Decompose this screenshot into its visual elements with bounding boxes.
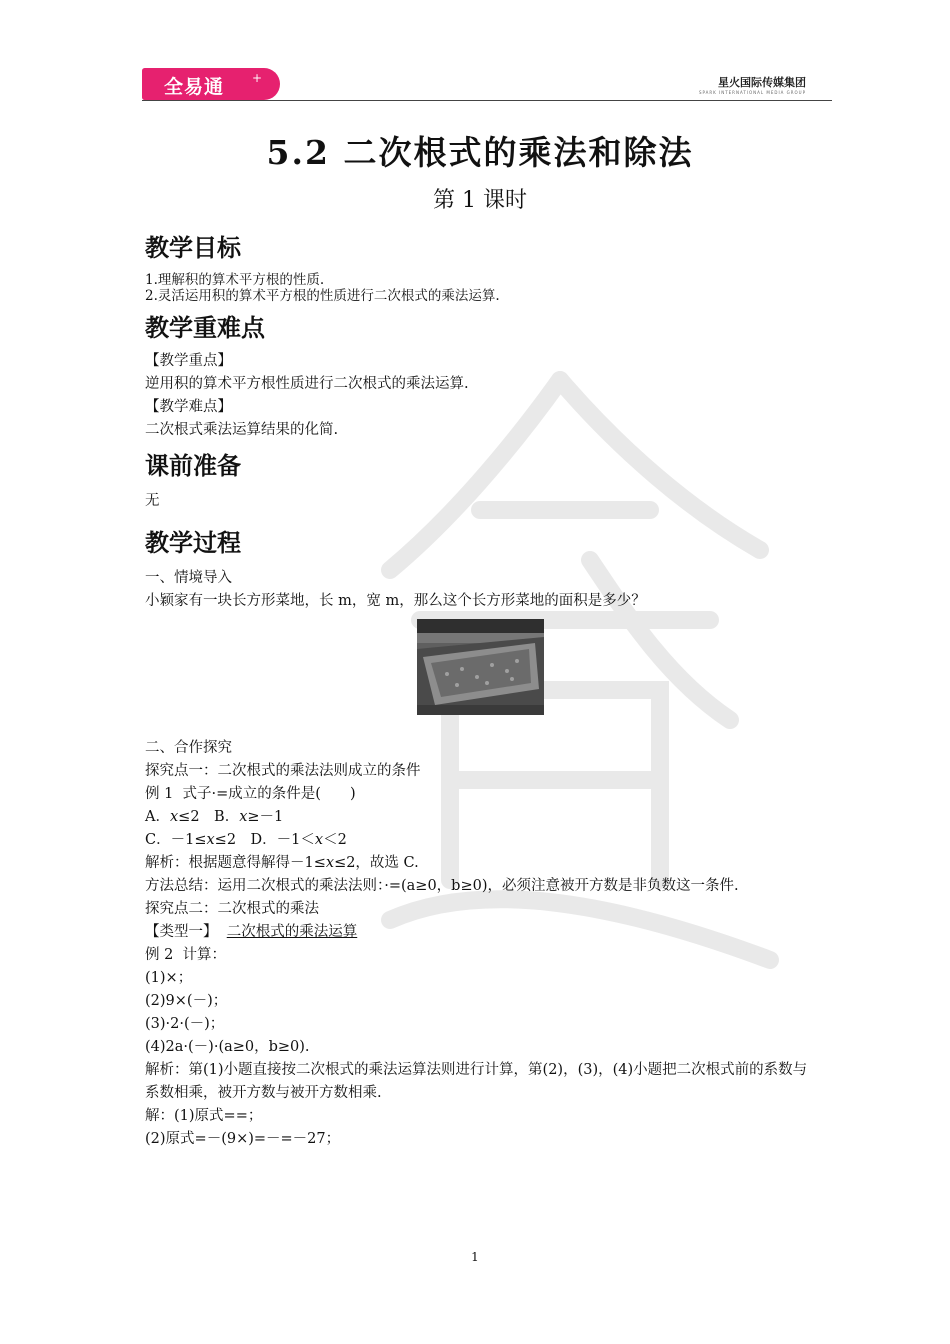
math-var-x: x: [314, 832, 324, 848]
part1-title: 一、情境导入: [145, 570, 232, 586]
calc-item: (4)2a·(－)·(a≥0，b≥0).: [145, 1039, 310, 1055]
part1-text: 小颖家有一块长方形菜地，长 m，宽 m，那么这个长方形菜地的面积是多少？: [145, 593, 646, 609]
publisher-name: 星火国际传媒集团: [718, 76, 806, 89]
math-var-x: x: [239, 809, 248, 825]
explore-point-1: 探究点一：二次根式的乘法法则成立的条件: [145, 763, 421, 779]
prep-text: 无: [145, 493, 160, 509]
math-var-x: x: [325, 855, 335, 871]
page-header: [142, 68, 832, 102]
calc-item: (1)×；: [145, 970, 193, 986]
focus-text: 逆用积的算术平方根性质进行二次根式的乘法运算.: [145, 376, 469, 392]
difficulty-text: 二次根式乘法运算结果的化简.: [145, 422, 339, 438]
analysis-1-prefix: 解析：根据题意得解得－1≤: [145, 855, 326, 871]
lesson-title: 5.2 二次根式的乘法和除法: [266, 133, 694, 172]
option-mid: ≤2 B．: [178, 809, 240, 825]
solution-1: 解：(1)原式==；: [145, 1108, 263, 1124]
goal-item: 2.灵活运用积的算术平方根的性质进行二次根式的乘法运算.: [145, 288, 500, 304]
example-1: 例 1 式子·=成立的条件是( ): [145, 786, 356, 802]
header-divider: [142, 100, 832, 101]
prep-heading: 课前准备: [145, 452, 241, 480]
page-number: 1: [471, 1250, 479, 1264]
example-2: 例 2 计算：: [145, 947, 227, 963]
publisher-brand: [699, 74, 806, 95]
key-points-heading: 教学重难点: [145, 314, 265, 342]
math-var-x: x: [169, 809, 179, 825]
goals-heading: 教学目标: [145, 234, 241, 262]
brand-logo: [142, 68, 280, 100]
analysis-1: [145, 852, 815, 875]
solution-2: (2)原式=－(9×)=－=－27；: [145, 1131, 341, 1147]
option-a-prefix: A．: [145, 809, 170, 825]
difficulty-label: 【教学难点】: [145, 399, 232, 415]
analysis-2: 解析：第(1)小题直接按二次根式的乘法运算法则进行计算，第(2)，(3)，(4)小题把二次根式前的系数与系数相乘，被开方数与被开方数相乘.: [145, 1062, 808, 1101]
type-1-title: 二次根式的乘法运算: [226, 924, 358, 940]
option-b-suffix: ≥－1: [247, 809, 284, 825]
calc-item: (3)·2·(－)；: [145, 1016, 225, 1032]
document-body: [145, 130, 815, 1151]
option-mid: ≤2 D．－1＜: [214, 832, 315, 848]
figure: [145, 619, 815, 715]
logo-star-icon: +: [252, 71, 263, 85]
options-cd: [145, 829, 815, 852]
process-heading: 教学过程: [145, 529, 241, 557]
part2-title: 二、合作探究: [145, 740, 232, 756]
analysis-1-suffix: ≤2，故选 C.: [334, 855, 419, 871]
type-1-header: [145, 921, 815, 944]
method-summary-1: 方法总结：运用二次根式的乘法法则：·=(a≥0，b≥0)，必须注意被开方数是非负数这一条件.: [145, 878, 739, 894]
focus-label: 【教学重点】: [145, 353, 232, 369]
option-c-prefix: C．－1≤: [145, 832, 207, 848]
explore-point-2: 探究点二：二次根式的乘法: [145, 901, 319, 917]
lesson-subtitle: 第 1 课时: [433, 188, 527, 213]
type-1-label: 【类型一】: [145, 924, 218, 940]
vegetable-field-photo: [417, 619, 544, 715]
goal-item: 1.理解积的算术平方根的性质.: [145, 272, 325, 288]
options-ab: [145, 806, 815, 829]
option-d-suffix: ＜2: [323, 832, 347, 848]
calc-item: (2)9×(－)；: [145, 993, 228, 1009]
logo-text: 全易通: [164, 76, 225, 98]
publisher-name-en: SPARK INTERNATIONAL MEDIA GROUP: [698, 90, 806, 95]
math-var-x: x: [206, 832, 215, 848]
